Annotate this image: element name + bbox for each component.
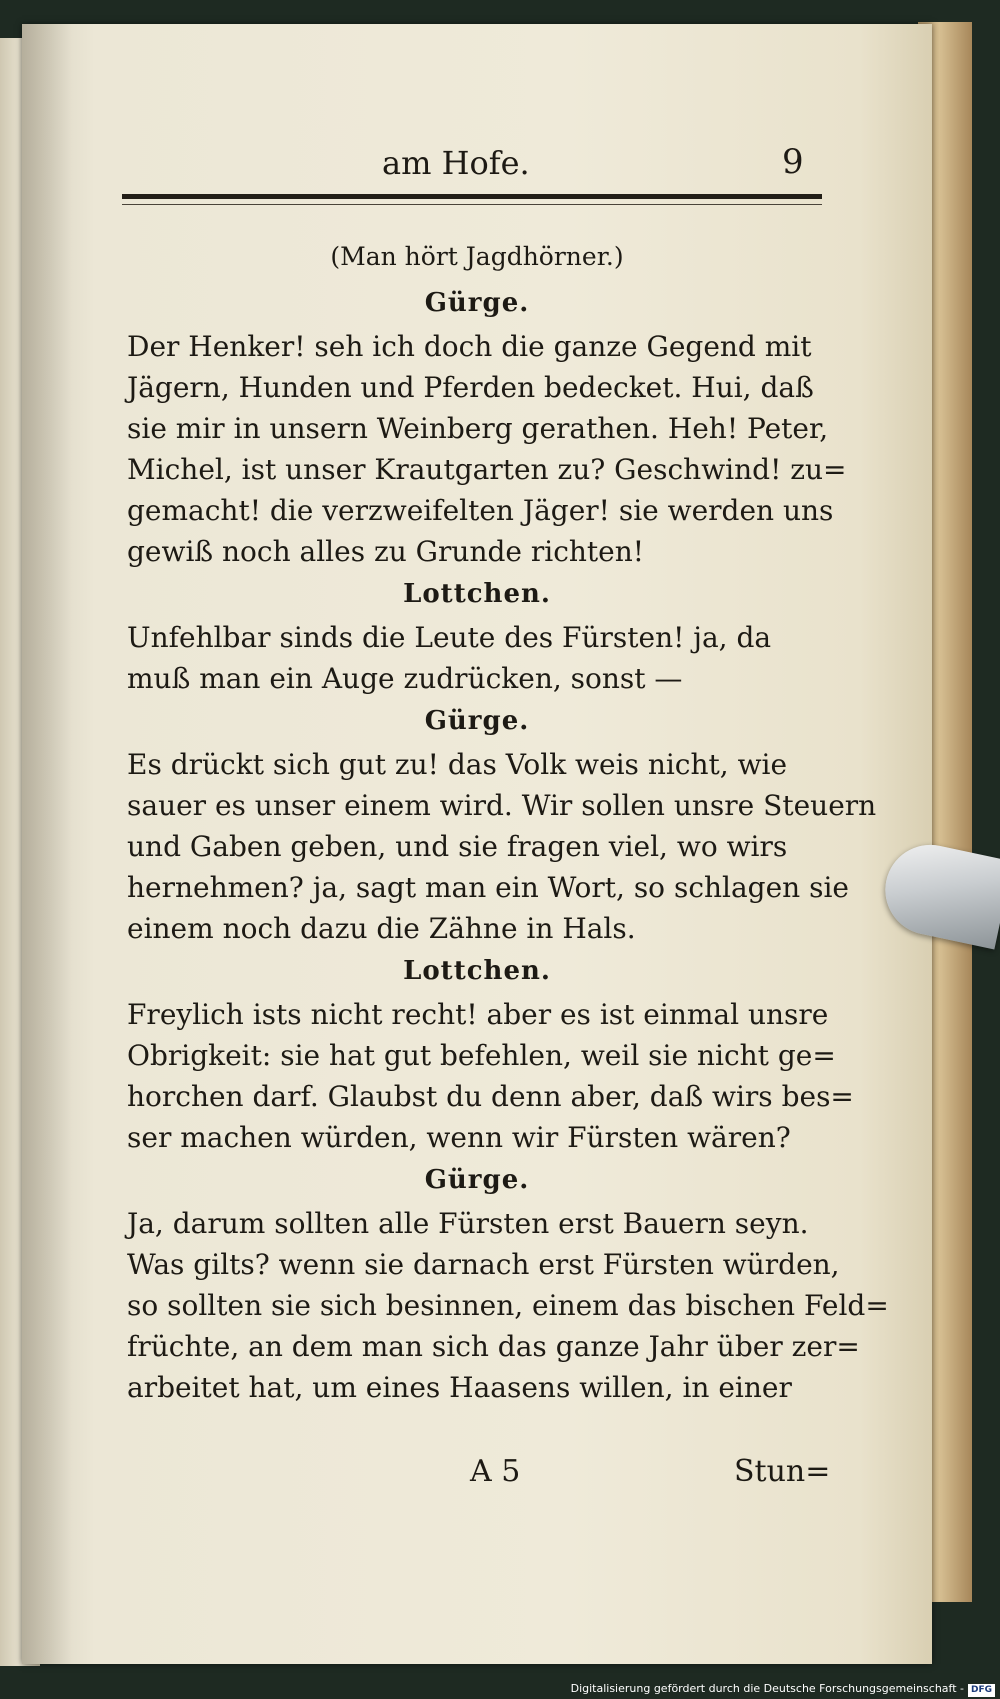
book-page xyxy=(22,24,932,1664)
speech-line: gewiß noch alles zu Grunde richten! xyxy=(127,535,645,568)
gutter-shadow xyxy=(22,24,72,1664)
speech-line: früchte, an dem man sich das ganze Jahr über zer= xyxy=(127,1330,860,1363)
catchword: Stun= xyxy=(734,1454,831,1489)
speech-line: ser machen würden, wenn wir Fürsten wären? xyxy=(127,1121,791,1154)
digitization-credit xyxy=(500,1680,995,1698)
credit-text: Digitalisierung gefördert durch die Deutsche Forschungsgemeinschaft - xyxy=(570,1682,964,1695)
speech-line: einem noch dazu die Zähne in Hals. xyxy=(127,912,636,945)
speech-line: und Gaben geben, und sie fragen viel, wo wirs xyxy=(127,830,788,863)
dialogue-text xyxy=(127,236,889,1408)
speech-block xyxy=(127,744,877,949)
speech-block xyxy=(127,617,827,699)
header-rule-thin xyxy=(122,204,822,205)
speaker-name: Lottchen. xyxy=(403,579,551,609)
running-title: am Hofe. xyxy=(382,144,530,182)
speech-line: gemacht! die verzweifelten Jäger! sie werden uns xyxy=(127,494,834,527)
signature-mark: A 5 xyxy=(470,1454,521,1489)
page-number: 9 xyxy=(782,142,804,182)
speech-line: horchen darf. Glaubst du denn aber, daß wirs bes= xyxy=(127,1080,854,1113)
header-rule-thick xyxy=(122,194,822,199)
stage-direction: (Man hört Jagdhörner.) xyxy=(330,242,624,271)
speaker-name: Gürge. xyxy=(424,288,530,318)
speech-line: Ja, darum sollten alle Fürsten erst Bauern seyn. xyxy=(127,1207,809,1240)
speech-line: sie mir in unsern Weinberg gerathen. Heh! Peter, xyxy=(127,412,829,445)
speech-line: so sollten sie sich besinnen, einem das bischen Feld= xyxy=(127,1289,889,1322)
speaker-name: Gürge. xyxy=(424,1165,530,1195)
speaker-name: Gürge. xyxy=(424,706,530,736)
speech-line: muß man ein Auge zudrücken, sonst — xyxy=(127,662,683,695)
speech-block xyxy=(127,1203,889,1408)
speech-line: hernehmen? ja, sagt man ein Wort, so schlagen sie xyxy=(127,871,849,904)
speaker-name: Lottchen. xyxy=(403,956,551,986)
speech-block xyxy=(127,994,854,1158)
speech-line: Freylich ists nicht recht! aber es ist einmal unsre xyxy=(127,998,829,1031)
speech-line: sauer es unser einem wird. Wir sollen unsre Steuern xyxy=(127,789,877,822)
speech-line: Es drückt sich gut zu! das Volk weis nicht, wie xyxy=(127,748,788,781)
speech-line: Was gilts? wenn sie darnach erst Fürsten würden, xyxy=(127,1248,840,1281)
page-footer xyxy=(22,1454,932,1500)
speech-block xyxy=(127,326,847,572)
speech-line: arbeitet hat, um eines Haasens willen, in einer xyxy=(127,1371,792,1404)
speech-line: Michel, ist unser Krautgarten zu? Geschwind! zu= xyxy=(127,453,847,486)
speech-line: Obrigkeit: sie hat gut befehlen, weil sie nicht ge= xyxy=(127,1039,836,1072)
dfg-logo: DFG xyxy=(968,1684,995,1697)
speech-line: Unfehlbar sinds die Leute des Fürsten! ja, da xyxy=(127,621,772,654)
speech-line: Jägern, Hunden und Pferden bedecket. Hui, daß xyxy=(127,371,814,404)
speech-line: Der Henker! seh ich doch die ganze Gegend mit xyxy=(127,330,812,363)
